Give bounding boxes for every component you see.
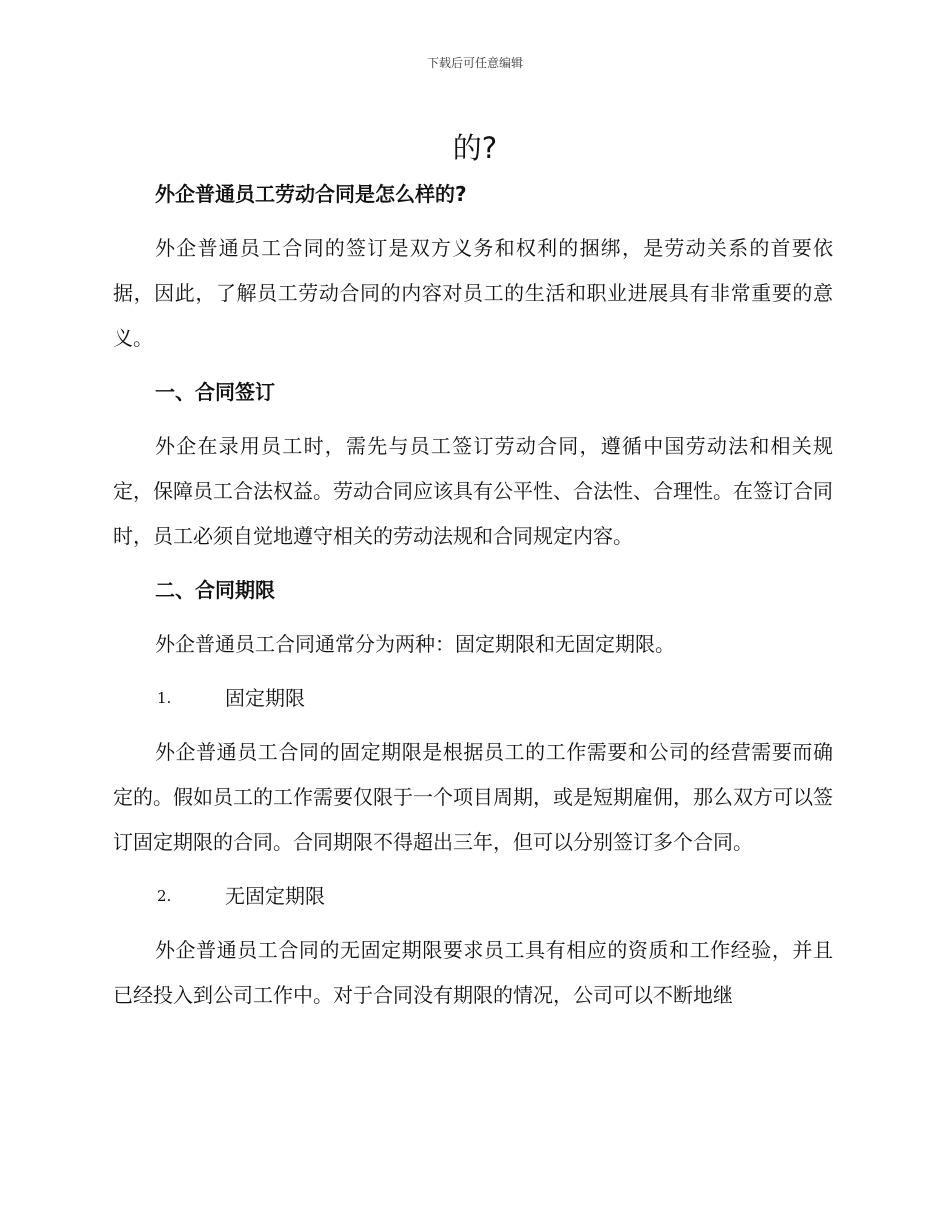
section-heading: 二、合同期限 <box>155 578 275 602</box>
paragraph: 外企普通员工合同的无固定期限要求员工具有相应的资质和工作经验，并且已经投入到公司工作中。对于合同没有期限的情况，公司可以不断地继 <box>113 938 833 1007</box>
paragraph: 外企普通员工合同通常分为两种：固定期限和无固定期限。 <box>155 632 675 656</box>
title-fragment: 的? <box>452 131 498 165</box>
list-label: 固定期限 <box>225 686 305 710</box>
paragraph: 外企普通员工合同的签订是双方义务和权利的捆绑，是劳动关系的首要依据，因此，了解员工劳动合同的内容对员工的生活和职业进展具有非常重要的意义。 <box>113 236 833 350</box>
section-heading: 一、合同签订 <box>155 380 275 404</box>
list-item <box>113 676 833 721</box>
list-item <box>113 874 833 919</box>
document-body <box>113 172 833 1027</box>
header-note: 下载后可任意编辑 <box>426 56 523 70</box>
list-label: 无固定期限 <box>225 884 325 908</box>
section-heading: 外企普通员工劳动合同是怎么样的? <box>155 182 467 206</box>
list-number: 2. <box>157 887 172 905</box>
paragraph: 外企普通员工合同的固定期限是根据员工的工作需要和公司的经营需要而确定的。假如员工的工作需要仅限于一个项目周期，或是短期雇佣，那么双方可以签订固定期限的合同。合同期限不得超出三年，但可以分别签订多个合同。 <box>113 740 833 854</box>
list-number: 1. <box>157 689 172 707</box>
paragraph: 外企在录用员工时，需先与员工签订劳动合同，遵循中国劳动法和相关规定，保障员工合法权益。劳动合同应该具有公平性、合法性、合理性。在签订合同时，员工必须自觉地遵守相关的劳动法规和合同规定内容。 <box>113 434 833 548</box>
